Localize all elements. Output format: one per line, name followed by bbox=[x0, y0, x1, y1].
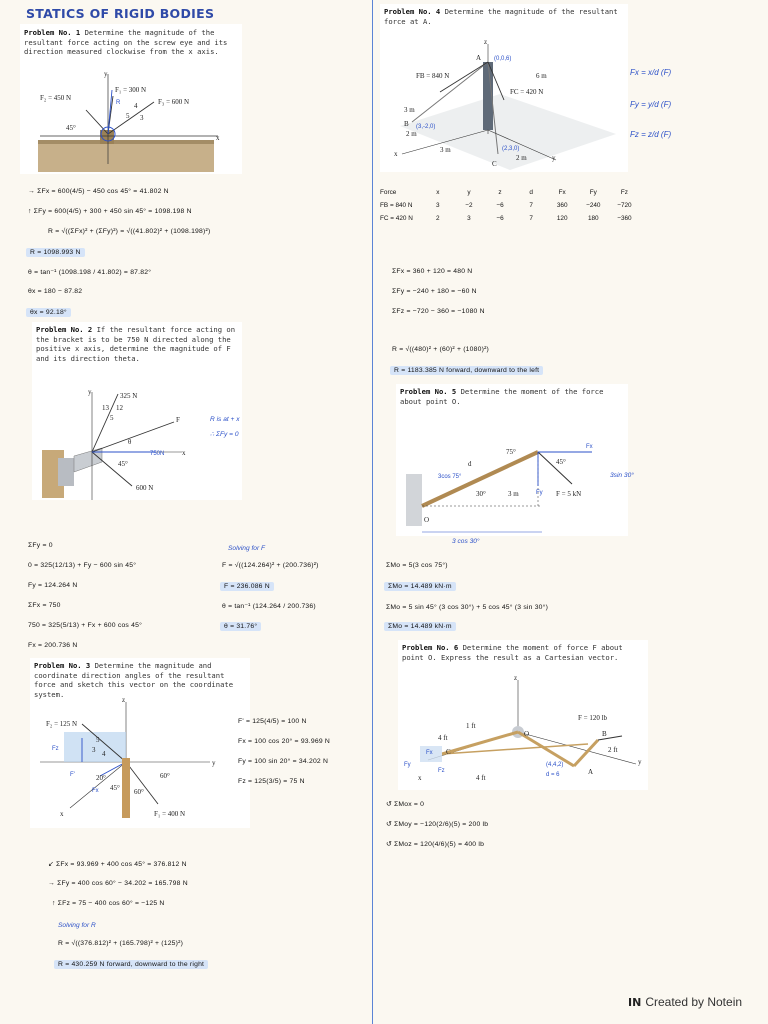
p1-line-5: θ = tan⁻¹ (1098.198 / 41.802) = 87.82° bbox=[28, 269, 152, 276]
problem-1-heading: Problem No. 1 bbox=[24, 28, 81, 37]
label-b: B bbox=[602, 730, 607, 738]
table-cell: −6 bbox=[496, 202, 504, 209]
label-45: 45° bbox=[556, 458, 566, 466]
p3-right-4: Fz = 125(3/5) = 75 N bbox=[238, 778, 305, 785]
problem-5-heading: Problem No. 5 bbox=[400, 387, 457, 396]
p2-left-1: ΣFy = 0 bbox=[28, 542, 53, 549]
label-1ft: 1 ft bbox=[466, 722, 476, 730]
p3-right-2: Fx = 100 cos 20° = 93.969 N bbox=[238, 738, 331, 745]
table-cell: −360 bbox=[617, 215, 632, 222]
label-pa: (0,0,6) bbox=[494, 56, 512, 62]
label-fx: Fx bbox=[586, 444, 593, 450]
header-cell: Fz bbox=[620, 189, 628, 196]
table-cell: 3 bbox=[436, 202, 440, 209]
problem-4-card bbox=[380, 4, 628, 172]
label-2m: 2 m bbox=[406, 130, 417, 138]
problem-6-card bbox=[398, 640, 648, 790]
p6-line-3: ↺ ΣMoz = 120(4/6)(5) = 400 lb bbox=[386, 841, 485, 848]
p2-right-3: F = 236.086 N bbox=[220, 582, 274, 591]
label-45: 45° bbox=[110, 784, 120, 792]
header-cell: y bbox=[467, 189, 471, 196]
p4-sum-1: ΣFx = 360 + 120 = 480 N bbox=[392, 268, 473, 275]
label-fx: Fx bbox=[92, 788, 99, 794]
label-point: (4,4,2) bbox=[546, 762, 564, 768]
label-75: 75° bbox=[506, 448, 516, 456]
p4-result-2: R = 1183.385 N forward, downward to the left bbox=[390, 366, 543, 375]
p6-line-1: ↺ ΣMox = 0 bbox=[386, 801, 425, 808]
p2-left-3: Fy = 124.264 N bbox=[28, 582, 78, 589]
vector-f1 bbox=[126, 762, 158, 804]
label-600: 600 N bbox=[136, 484, 154, 492]
p2-right-5: θ = 31.76° bbox=[220, 622, 261, 631]
label-o: O bbox=[424, 516, 430, 524]
problem-6-figure bbox=[398, 640, 648, 790]
label-x: x bbox=[182, 449, 186, 457]
problem-3-heading: Problem No. 3 bbox=[34, 661, 91, 670]
vector-f bbox=[92, 422, 174, 452]
label-3m-b: 3 m bbox=[440, 146, 451, 154]
label-3: 3 bbox=[140, 114, 144, 122]
problem-2-figure bbox=[32, 322, 242, 500]
table-cell: FC = 420 N bbox=[380, 215, 413, 222]
label-f3: F₃ = 600 N bbox=[158, 98, 190, 106]
label-4ft-b: 4 ft bbox=[476, 774, 486, 782]
label-f2: F₂ = 450 N bbox=[40, 94, 72, 102]
problem-4-figure bbox=[380, 4, 628, 172]
p2-note-1: R is at + x bbox=[210, 416, 240, 423]
problem-5-card bbox=[396, 384, 628, 536]
p3-bottom-3: ↑ ΣFz = 75 − 400 cos 60° = −125 N bbox=[52, 900, 165, 907]
label-f1: F₁ = 400 N bbox=[154, 810, 186, 818]
table-row bbox=[380, 199, 640, 212]
notein-logo-text: Created by Notein bbox=[645, 995, 743, 1009]
problem-6-body: Determine the moment of force F about point O. Express the result as a Cartesian vector. bbox=[402, 643, 628, 662]
label-5: 5 bbox=[96, 736, 100, 744]
header-cell: z bbox=[498, 189, 502, 196]
problem-3-figure bbox=[30, 658, 250, 828]
label-fc: FC = 420 N bbox=[510, 88, 544, 96]
label-y: y bbox=[638, 758, 642, 766]
label-b: B bbox=[404, 120, 409, 128]
p4-formula-fz: Fz = z/d (F) bbox=[630, 130, 672, 139]
p2-note-2: ∴ ΣFy = 0 bbox=[210, 431, 239, 438]
p3-bottom-1: ↙ ΣFx = 93.969 + 400 cos 45° = 376.812 N bbox=[48, 861, 187, 868]
label-60b: 60° bbox=[134, 788, 144, 796]
p6-line-2: ↺ ΣMoy = −120(2/6)(5) = 200 lb bbox=[386, 821, 489, 828]
p1-line-7: θx = 92.18° bbox=[26, 308, 71, 317]
problem-2-heading: Problem No. 2 bbox=[36, 325, 93, 334]
label-20: 20° bbox=[96, 774, 106, 782]
table-cell: FB = 840 N bbox=[380, 202, 413, 209]
p1-line-3: R = √((ΣFx)² + (ΣFy)²) = √((41.802)² + (1098.198)²) bbox=[48, 228, 211, 235]
p2-left-2: 0 = 325(12/13) + Fy − 600 sin 45° bbox=[28, 562, 137, 569]
p2-left-4: ΣFx = 750 bbox=[28, 602, 61, 609]
label-fz: Fz bbox=[438, 768, 445, 774]
p1-line-1: → ΣFx = 600(4/5) − 450 cos 45° = 41.802 N bbox=[28, 188, 169, 195]
label-5: 5 bbox=[126, 112, 130, 120]
label-d: d bbox=[468, 460, 472, 468]
label-d6: d = 6 bbox=[546, 772, 560, 778]
table-row bbox=[380, 212, 640, 225]
label-o: O bbox=[524, 730, 530, 738]
label-13: 13 bbox=[102, 404, 109, 412]
problem-4-body: Determine the magnitude of the resultant force at A. bbox=[384, 7, 623, 26]
label-fp: F' bbox=[70, 772, 75, 778]
label-r: R bbox=[116, 100, 121, 106]
label-f: F bbox=[176, 416, 180, 424]
label-4: 4 bbox=[134, 102, 138, 110]
label-5: 5 bbox=[110, 414, 114, 422]
table-cell: 180 bbox=[587, 215, 599, 222]
label-6m: 6 m bbox=[536, 72, 547, 80]
label-x: x bbox=[216, 134, 220, 142]
p4-formula-fy: Fy = y/d (F) bbox=[630, 100, 672, 109]
p1-line-2: ↑ ΣFy = 600(4/5) + 300 + 450 sin 45° = 1098.198 N bbox=[28, 208, 192, 215]
label-x: x bbox=[60, 810, 64, 818]
header-cell: Fx bbox=[558, 189, 566, 196]
problem-5-figure bbox=[396, 384, 628, 536]
label-y: y bbox=[552, 154, 556, 162]
label-c: C bbox=[492, 160, 497, 168]
problem-3-body: Determine the magnitude and coordinate direction angles of the resultant force and sketch this vector on the coordinate system. bbox=[34, 661, 238, 699]
label-f2: F₂ = 125 N bbox=[46, 720, 78, 728]
label-pb: (3,-2,0) bbox=[416, 124, 436, 130]
p5-line-3: ΣMo = 5 sin 45° (3 cos 30°) + 5 cos 45° (3 sin 30°) bbox=[386, 604, 549, 611]
p1-line-6: θx = 180 − 87.82 bbox=[28, 288, 83, 295]
table-cell: −2 bbox=[465, 202, 473, 209]
table-cell: 3 bbox=[467, 215, 471, 222]
label-z: z bbox=[122, 696, 126, 704]
vector-f bbox=[538, 452, 572, 484]
label-f1: F₁ = 300 N bbox=[115, 86, 147, 94]
table-cell: 7 bbox=[529, 215, 533, 222]
label-4: 4 bbox=[102, 750, 106, 758]
problem-2-card bbox=[32, 322, 242, 500]
label-3: 3 bbox=[92, 746, 96, 754]
problem-4-heading: Problem No. 4 bbox=[384, 7, 441, 16]
problem-5-body: Determine the moment of the force about point O. bbox=[400, 387, 608, 406]
vector-600 bbox=[92, 452, 132, 486]
problem-6-heading: Problem No. 6 bbox=[402, 643, 459, 652]
header-cell: Fy bbox=[589, 189, 597, 196]
label-12: 12 bbox=[116, 404, 123, 412]
column-divider bbox=[372, 0, 373, 1024]
label-fz: Fz bbox=[52, 746, 59, 752]
label-a: A bbox=[476, 54, 482, 62]
label-c: C bbox=[446, 748, 451, 756]
problem-2-body: If the resultant force acting on the bracket is to be 750 N directed along the positive x axis, determine the magnitude of F and its direction theta. bbox=[36, 325, 240, 363]
page-title: STATICS OF RIGID BODIES bbox=[26, 6, 215, 21]
table-cell: −6 bbox=[496, 215, 504, 222]
label-y: y bbox=[104, 70, 108, 78]
label-325: 325 N bbox=[120, 392, 138, 400]
table-cell: −240 bbox=[586, 202, 601, 209]
problem-1-card bbox=[20, 24, 242, 174]
header-cell: Force bbox=[380, 189, 397, 196]
p3-bottom-4: Solving for R bbox=[58, 922, 96, 929]
label-60: 60° bbox=[160, 772, 170, 780]
vector-f3 bbox=[108, 102, 154, 134]
label-z: z bbox=[484, 38, 488, 46]
label-a: A bbox=[588, 768, 594, 776]
table-cell: 7 bbox=[529, 202, 533, 209]
label-3m: 3 m bbox=[404, 106, 415, 114]
problem-3-card bbox=[30, 658, 250, 828]
label-fy: Fy bbox=[536, 490, 543, 496]
p5-line-2: ΣMo = 14.489 kN·m bbox=[384, 582, 456, 591]
label-2m-b: 2 m bbox=[516, 154, 527, 162]
table-cell: −720 bbox=[617, 202, 632, 209]
label-3m: 3 m bbox=[508, 490, 519, 498]
label-z: z bbox=[514, 674, 518, 682]
label-x: x bbox=[394, 150, 398, 158]
label-angle: 45° bbox=[66, 124, 76, 132]
label-f: F = 5 kN bbox=[556, 490, 582, 498]
p3-bottom-6: R = 430.259 N forward, downward to the right bbox=[54, 960, 208, 969]
p5-label-3cos30: 3 cos 30° bbox=[452, 538, 480, 545]
table-cell: 120 bbox=[556, 215, 568, 222]
label-theta: θ bbox=[128, 438, 132, 446]
header-cell: d bbox=[529, 189, 533, 196]
p5-line-4: ΣMo = 14.489 kN·m bbox=[384, 622, 456, 631]
p2-right-2: F = √((124.264)² + (200.736)²) bbox=[222, 562, 319, 569]
p3-bottom-2: → ΣFy = 400 cos 60° − 34.202 = 165.798 N bbox=[48, 880, 188, 887]
table-cell: 360 bbox=[556, 202, 568, 209]
problem-1-body: Determine the magnitude of the resultant force acting on the screw eye and its direction measured clockwise from the x axis. bbox=[24, 28, 232, 57]
p3-bottom-5: R = √((376.812)² + (165.798)² + (125)²) bbox=[58, 940, 184, 947]
header-cell: x bbox=[436, 189, 440, 196]
label-45: 45° bbox=[118, 460, 128, 468]
p2-right-1: Solving for F bbox=[228, 545, 266, 552]
label-pc: (2,3,0) bbox=[502, 146, 520, 152]
label-fx: Fx bbox=[426, 750, 433, 756]
vector-f2 bbox=[86, 110, 108, 134]
p1-line-4: R = 1098.993 N bbox=[26, 248, 85, 257]
p5-line-1: ΣMo = 5(3 cos 75°) bbox=[386, 562, 448, 569]
vector-325 bbox=[92, 394, 118, 452]
label-f: F = 120 lb bbox=[578, 714, 608, 722]
label-fy: Fy bbox=[404, 762, 411, 768]
p4-sum-3: ΣFz = −720 − 360 = −1080 N bbox=[392, 308, 485, 315]
label-3cos75: 3cos 75° bbox=[438, 474, 462, 480]
label-30: 30° bbox=[476, 490, 486, 498]
p4-sum-2: ΣFy = −240 + 180 = −60 N bbox=[392, 288, 477, 295]
table-cell: 2 bbox=[436, 215, 440, 222]
p3-right-1: F' = 125(4/5) = 100 N bbox=[238, 718, 307, 725]
label-4ft: 4 ft bbox=[438, 734, 448, 742]
label-2ft: 2 ft bbox=[608, 746, 618, 754]
p4-force-table bbox=[380, 186, 640, 225]
table-header-row bbox=[380, 186, 640, 199]
notein-logo bbox=[628, 995, 742, 1009]
label-y: y bbox=[212, 759, 216, 767]
label-x: x bbox=[418, 774, 422, 782]
p2-right-4: θ = tan⁻¹ (124.264 / 200.736) bbox=[222, 603, 316, 610]
p4-formula-fx: Fx = x/d (F) bbox=[630, 68, 672, 77]
p4-result-1: R = √((480)² + (60)² + (1080)²) bbox=[392, 346, 489, 353]
p5-label-3sin30: 3sin 30° bbox=[610, 472, 634, 479]
label-fb: FB = 840 N bbox=[416, 72, 450, 80]
p2-left-6: Fx = 200.736 N bbox=[28, 642, 78, 649]
p2-left-5: 750 = 325(5/13) + Fx + 600 cos 45° bbox=[28, 622, 142, 629]
p3-right-3: Fy = 100 sin 20° = 34.202 N bbox=[238, 758, 329, 765]
problem-1-figure bbox=[20, 24, 242, 174]
label-750: 750N bbox=[150, 451, 165, 457]
notein-logo-icon: IN bbox=[628, 995, 642, 1009]
label-y: y bbox=[88, 388, 92, 396]
